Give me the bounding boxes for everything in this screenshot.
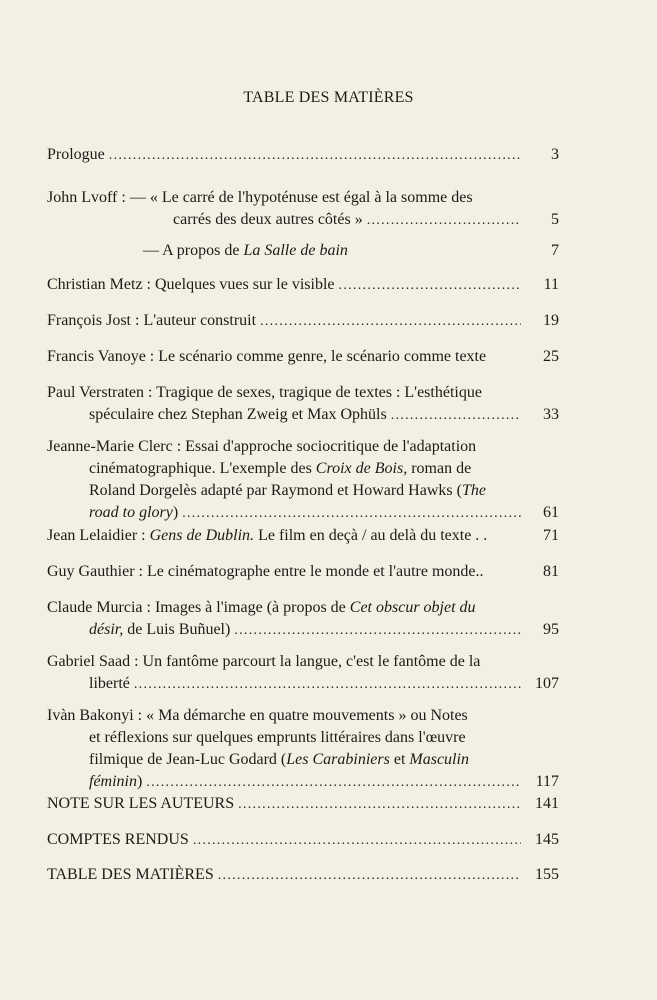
entry-title-cont: cinématographique. L'exemple des Croix de Bois, roman de xyxy=(89,460,472,477)
entry-title-cont: Roland Dorgelès adapté par Raymond et Howard Hawks (The xyxy=(89,482,486,499)
dot-leader xyxy=(238,794,521,816)
entry-title: Paul Verstraten : Tragique de sexes, tragique de textes : L'esthétique xyxy=(47,384,482,401)
entry-title: Claude Murcia : Images à l'image (à propos de Cet obscur objet du xyxy=(47,599,476,616)
toc-entry-lvoff-2 xyxy=(47,240,559,262)
entry-title: François Jost : L'auteur construit xyxy=(47,312,257,329)
dot-leader xyxy=(234,620,521,642)
entry-title: Francis Vanoye : Le scénario comme genre, le scénario comme texte xyxy=(47,348,487,365)
page-number: 25 xyxy=(543,348,559,365)
entry-title: Prologue xyxy=(47,146,105,163)
dot-leader xyxy=(218,865,521,887)
dot-leader xyxy=(391,405,521,427)
entry-title-cont: road to glory) xyxy=(89,504,179,521)
page-number: 81 xyxy=(543,563,559,580)
entry-title: TABLE DES MATIÈRES xyxy=(47,866,214,883)
dot-leader xyxy=(182,503,521,525)
dot-leader xyxy=(367,210,521,232)
toc-entry-lelaidier xyxy=(47,525,559,547)
page-number: 145 xyxy=(535,831,559,848)
entry-title: Guy Gauthier : Le cinématographe entre le monde et l'autre monde.. xyxy=(47,563,484,580)
toc-entry-murcia xyxy=(47,597,559,642)
page-number: 7 xyxy=(551,242,559,259)
page-number: 141 xyxy=(535,795,559,812)
entry-title-cont: désir, de Luis Buñuel) xyxy=(89,621,231,638)
toc-entry-prologue xyxy=(47,144,559,167)
toc-entry-note-auteurs xyxy=(47,793,559,816)
dot-leader xyxy=(134,674,521,696)
toc-entry-gauthier xyxy=(47,561,559,583)
toc-entry-saad xyxy=(47,651,559,696)
toc-entry-bakonyi xyxy=(47,705,559,794)
entry-title: — A propos de La Salle de bain xyxy=(143,242,348,259)
entry-title-cont: filmique de Jean-Luc Godard (Les Carabiniers et Masculin xyxy=(89,751,469,768)
toc-entry-comptes-rendus xyxy=(47,829,559,852)
entry-title: John Lvoff : — « Le carré de l'hypoténuse est égal à la somme des xyxy=(47,189,473,206)
entry-title: COMPTES RENDUS xyxy=(47,831,189,848)
entry-title: NOTE SUR LES AUTEURS xyxy=(47,795,235,812)
toc-entry-lvoff-1 xyxy=(47,187,559,232)
toc-entry-verstraten xyxy=(47,382,559,427)
entry-title: Jeanne-Marie Clerc : Essai d'approche sociocritique de l'adaptation xyxy=(47,438,477,455)
page-number: 5 xyxy=(551,211,559,228)
page-number: 33 xyxy=(543,406,559,423)
toc-entry-clerc xyxy=(47,436,559,525)
toc-entry-vanoye xyxy=(47,346,559,368)
page-heading: TABLE DES MATIÈRES xyxy=(243,89,414,106)
page-number: 11 xyxy=(543,276,559,293)
page-number: 155 xyxy=(535,866,559,883)
dot-leader xyxy=(339,275,521,297)
entry-title: Ivàn Bakonyi : « Ma démarche en quatre mouvements » ou Notes xyxy=(47,707,468,724)
entry-title-cont: carrés des deux autres côtés » xyxy=(173,211,363,228)
dot-leader xyxy=(109,145,521,167)
page-number: 107 xyxy=(535,675,559,692)
dot-leader xyxy=(146,772,521,794)
page-number: 3 xyxy=(551,146,559,163)
entry-title-cont: féminin) xyxy=(89,773,143,790)
page-number: 117 xyxy=(535,773,559,790)
toc-entry-table-des-matieres xyxy=(47,864,559,887)
entry-title: Gabriel Saad : Un fantôme parcourt la langue, c'est le fantôme de la xyxy=(47,653,481,670)
toc-entry-jost xyxy=(47,310,559,333)
page-number: 95 xyxy=(543,621,559,638)
entry-title-cont: spéculaire chez Stephan Zweig et Max Ophüls xyxy=(89,406,387,423)
toc-entry-metz xyxy=(47,274,559,297)
entry-title-cont: et réflexions sur quelques emprunts littéraires dans l'œuvre xyxy=(89,729,466,746)
entry-title: Jean Lelaidier : Gens de Dublin. Le film en deçà / au delà du texte . . xyxy=(47,527,488,544)
entry-title-cont: liberté xyxy=(89,675,130,692)
dot-leader xyxy=(260,311,521,333)
page-number: 71 xyxy=(543,527,559,544)
dot-leader xyxy=(193,830,521,852)
entry-title: Christian Metz : Quelques vues sur le visible xyxy=(47,276,335,293)
page-number: 19 xyxy=(543,312,559,329)
page-number: 61 xyxy=(543,504,559,521)
